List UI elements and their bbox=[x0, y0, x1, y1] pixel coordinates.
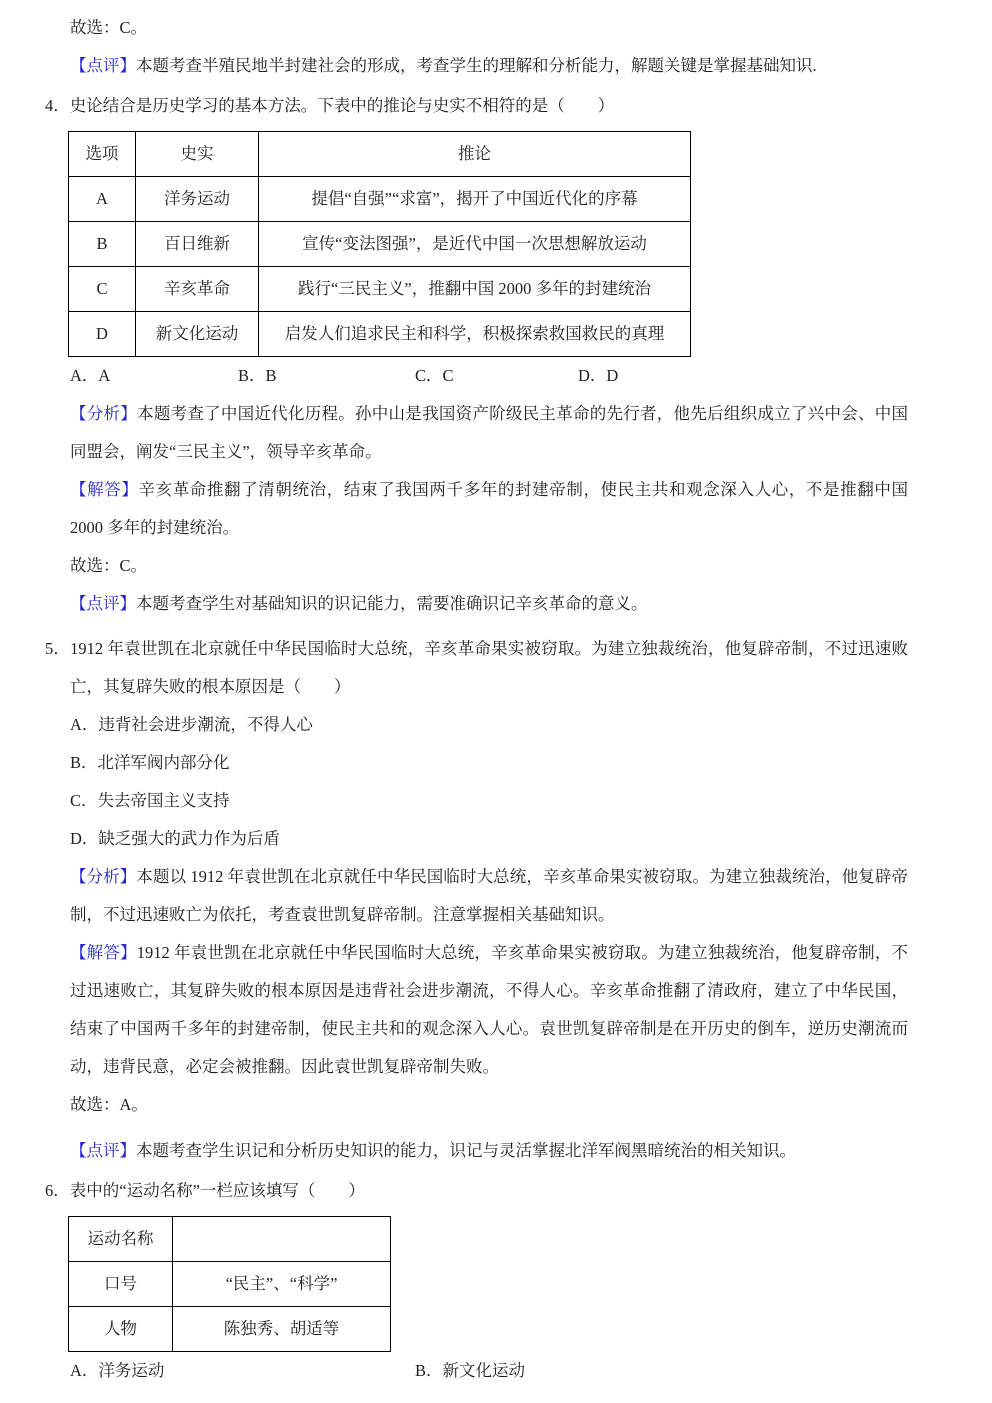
table-cell-value bbox=[173, 1217, 391, 1262]
table-cell-inference: 提倡“自强”“求富”，揭开了中国近代化的序幕 bbox=[259, 177, 691, 222]
q5-choice-c: C．失去帝国主义支持 bbox=[70, 791, 230, 810]
table-header-cell: 推论 bbox=[259, 132, 691, 177]
table-row bbox=[69, 267, 691, 312]
q4-comment-line bbox=[70, 585, 908, 623]
q4-choices bbox=[70, 357, 908, 395]
analysis-label: 【分析】 bbox=[70, 867, 137, 886]
table-row bbox=[69, 312, 691, 357]
q5-comment-line bbox=[70, 1132, 908, 1170]
q4-choice-a: A．A bbox=[70, 366, 111, 385]
q4-analysis-line bbox=[70, 395, 908, 471]
analysis-label: 【分析】 bbox=[70, 404, 138, 423]
comment-label: 【点评】 bbox=[70, 594, 136, 613]
table-cell-inference: 启发人们追求民主和科学，积极探索救国救民的真理 bbox=[259, 312, 691, 357]
comment-text: 本题考查半殖民地半封建社会的形成，考查学生的理解和分析能力，解题关键是掌握基础知识. bbox=[136, 56, 817, 75]
q5-choice-b: B．北洋军阀内部分化 bbox=[70, 753, 230, 772]
table-cell-label: 人物 bbox=[69, 1307, 173, 1352]
answer-text: 1912 年袁世凯在北京就任中华民国临时大总统，辛亥革命果实被窃取。为建立独裁统治，他复辟帝制，不过迅速败亡，其复辟失败的根本原因是违背社会进步潮流，不得人心。辛亥革命推翻了清政府，建立了中华民国，结束了中国两千多年的封建帝制，使民主共和的观念深入人心。袁世凯复辟帝制是在开历史的倒车，逆历史潮流而动，违背民意，必定会被推翻。因此袁世凯复辟帝制失败。 bbox=[70, 943, 909, 1076]
comment-label: 【点评】 bbox=[70, 1141, 136, 1160]
q4-choice-c: C．C bbox=[415, 366, 454, 385]
table-cell-option: B bbox=[69, 222, 136, 267]
q4-choice-b: B．B bbox=[238, 366, 277, 385]
comment-label: 【点评】 bbox=[70, 56, 136, 75]
answer-text: 辛亥革命推翻了清朝统治，结束了我国两千多年的封建帝制，使民主共和观念深入人心，不是推翻中国 2000 多年的封建统治。 bbox=[70, 480, 909, 537]
table-cell-option: A bbox=[69, 177, 136, 222]
q4-table bbox=[68, 131, 691, 357]
q5-choice-d: D．缺乏强大的武力作为后盾 bbox=[70, 829, 280, 848]
answer-label: 【解答】 bbox=[70, 943, 137, 962]
q5-answer-line bbox=[70, 934, 908, 1086]
q5-stem: 5．1912 年袁世凯在北京就任中华民国临时大总统，辛亥革命果实被窃取。为建立独裁统治，他复辟帝制，不过迅速败亡，其复辟失败的根本原因是（ ） bbox=[45, 639, 908, 696]
table-cell-fact: 辛亥革命 bbox=[136, 267, 259, 312]
analysis-text: 本题考查了中国近代化历程。孙中山是我国资产阶级民主革命的先行者，他先后组织成立了兴中会、中国同盟会，阐发“三民主义”，领导辛亥革命。 bbox=[70, 404, 909, 461]
comment-text: 本题考查学生对基础知识的识记能力，需要准确识记辛亥革命的意义。 bbox=[136, 594, 648, 613]
table-cell-inference: 宣传“变法图强”，是近代中国一次思想解放运动 bbox=[259, 222, 691, 267]
table-cell-fact: 百日维新 bbox=[136, 222, 259, 267]
q6-table bbox=[68, 1216, 391, 1352]
q5-analysis-line bbox=[70, 858, 908, 934]
q4-stem: 4．史论结合是历史学习的基本方法。下表中的推论与史实不相符的是（ ） bbox=[45, 96, 615, 115]
table-header-cell: 选项 bbox=[69, 132, 136, 177]
q6-choices bbox=[70, 1352, 908, 1390]
table-header-cell: 史实 bbox=[136, 132, 259, 177]
table-cell-fact: 洋务运动 bbox=[136, 177, 259, 222]
table-cell-value: 陈独秀、胡适等 bbox=[173, 1307, 391, 1352]
table-row bbox=[69, 222, 691, 267]
q5-conclusion-line: 故选：A。 bbox=[70, 1095, 148, 1114]
q3-answer-line: 故选：C。 bbox=[70, 18, 148, 37]
table-cell-option: D bbox=[69, 312, 136, 357]
q6-stem: 6．表中的“运动名称”一栏应该填写（ ） bbox=[45, 1181, 365, 1200]
q5-choice-a: A．违背社会进步潮流，不得人心 bbox=[70, 715, 313, 734]
table-row bbox=[69, 177, 691, 222]
table-cell-label: 口号 bbox=[69, 1262, 173, 1307]
q6-choice-b: B．新文化运动 bbox=[415, 1361, 526, 1380]
q4-conclusion-line: 故选：C。 bbox=[70, 556, 148, 575]
q3-comment-line bbox=[70, 47, 908, 85]
table-cell-label: 运动名称 bbox=[69, 1217, 173, 1262]
q6-choice-a: A．洋务运动 bbox=[70, 1361, 165, 1380]
table-cell-inference: 践行“三民主义”，推翻中国 2000 多年的封建统治 bbox=[259, 267, 691, 312]
answer-label: 【解答】 bbox=[70, 480, 139, 499]
q4-choice-d: D．D bbox=[578, 366, 619, 385]
table-row bbox=[69, 1307, 391, 1352]
table-cell-value: “民主”、“科学” bbox=[173, 1262, 391, 1307]
table-cell-option: C bbox=[69, 267, 136, 312]
q4-table-header-row bbox=[69, 132, 691, 177]
comment-text: 本题考查学生识记和分析历史知识的能力，识记与灵活掌握北洋军阀黑暗统治的相关知识。 bbox=[136, 1141, 796, 1160]
q4-answer-line bbox=[70, 471, 908, 547]
table-cell-fact: 新文化运动 bbox=[136, 312, 259, 357]
analysis-text: 本题以 1912 年袁世凯在北京就任中华民国临时大总统，辛亥革命果实被窃取。为建立独裁统治，他复辟帝制，不过迅速败亡为依托，考查袁世凯复辟帝制。注意掌握相关基础知识。 bbox=[70, 867, 909, 924]
table-row bbox=[69, 1262, 391, 1307]
table-row bbox=[69, 1217, 391, 1262]
